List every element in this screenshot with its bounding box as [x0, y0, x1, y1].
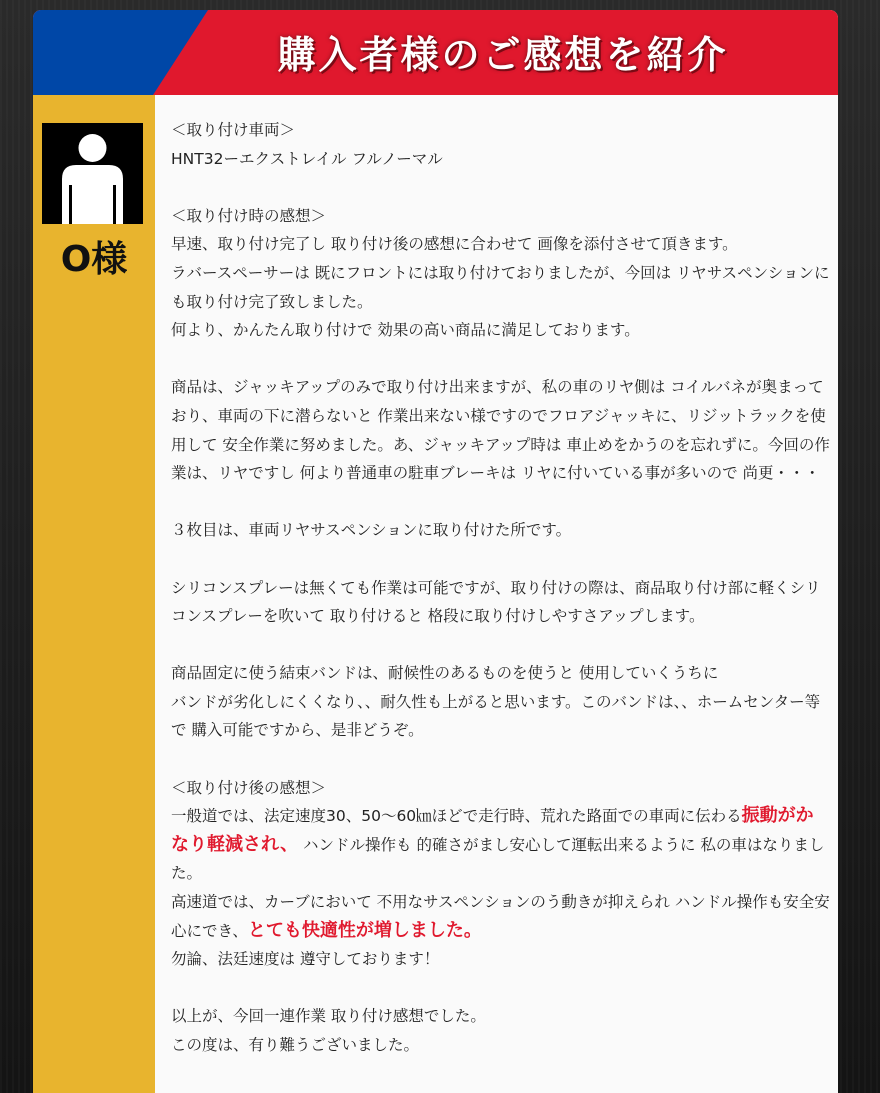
- person-silhouette-icon: [42, 123, 143, 224]
- silicone-paragraph: シリコンスプレーは無くても作業は可能ですが、取り付けの際は、商品取り付け部に軽くシリコンスプレーを吹いて 取り付けると 格段に取り付けしやすさアップします。: [171, 578, 821, 626]
- testimonial-card: [33, 10, 838, 1093]
- closing-line-1: 以上が、今回一連作業 取り付け感想でした。: [171, 1007, 486, 1026]
- vehicle-heading: ＜取り付け車両＞: [171, 121, 296, 139]
- header-blue-accent: [33, 10, 263, 95]
- band-paragraph-1: 商品固定に使う結束バンドは、耐候性のあるものを使うと 使用していくうちに: [171, 664, 719, 683]
- third-photo-paragraph: ３枚目は、車両リヤサスペンションに取り付けた所です。: [171, 521, 572, 540]
- install-paragraph-2: ラバースペーサーは 既にフロントには取り付けておりましたが、今回は リヤサスペンションにも取り付け完了致しました。: [171, 263, 830, 311]
- after-text-1a: 一般道では、法定速度30、50～60㎞ほどで走行時、荒れた路面での車両に伝わる: [171, 807, 742, 826]
- after-heading: ＜取り付け後の感想＞: [171, 778, 327, 797]
- review-body: [171, 116, 831, 1060]
- customer-sidebar: [33, 95, 155, 1093]
- after-text-2a: 高速道では、カーブにおいて 不用なサスペンションのう動きが抑えられ ハンドル操作も安全安心にでき、: [171, 893, 830, 940]
- highlight-vibration: 振動がかなり軽減され、: [171, 805, 814, 855]
- install-paragraph-1: 早速、取り付け完了し 取り付け後の感想に合わせて 画像を添付させて頂きます。: [171, 235, 738, 254]
- jack-paragraph: 商品は、ジャッキアップのみで取り付け出来ますが、私の車のリヤ側は コイルバネが奥まっており、車両の下に潜らないと 作業出来ない様ですのでフロアジャッキに、リジットラックを使用して 安全作業に努めました。あ、ジャッキアップ時は 車止めをかうのを忘れずに。今回の作業は、リヤですし 何より普通車の駐車ブレーキは リヤに付いている事が多いので 尚更・・・: [171, 378, 830, 483]
- testimonial-header: [33, 10, 838, 95]
- highlight-comfort: とても快適性が増しました。: [247, 919, 482, 941]
- band-paragraph-2: バンドが劣化しにくくなり、、耐久性も上がると思います。このバンドは、、ホームセンター等で 購入可能ですから、是非どうぞ。: [171, 692, 821, 740]
- vehicle-model: HNT32ーエクストレイル フルノーマル: [171, 149, 443, 168]
- customer-name: O様: [60, 239, 128, 280]
- page-title: 購入者様のご感想を紹介: [277, 33, 729, 77]
- after-paragraph-3: 勿論、法廷速度は 遵守しております！: [171, 950, 440, 969]
- closing-line-2: この度は、有り難うございました。: [171, 1036, 420, 1054]
- after-text-1b: ハンドル操作も 的確さがまし安心して運転出来るように 私の車はなりました。: [171, 835, 825, 883]
- review-content: [155, 95, 838, 1093]
- after-paragraph-1: [171, 802, 831, 888]
- install-heading: ＜取り付け時の感想＞: [171, 206, 327, 225]
- after-paragraph-2: [171, 888, 831, 945]
- install-paragraph-3: 何より、かんたん取り付けで 効果の高い商品に満足しております。: [171, 321, 640, 340]
